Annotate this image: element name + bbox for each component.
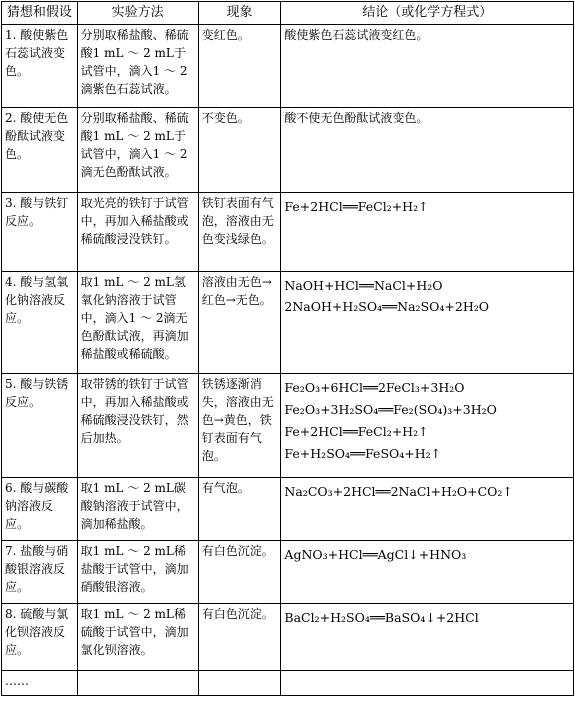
header-row [2,2,574,25]
phenomenon-cell: 不变色。 [198,108,281,193]
header-method: 实验方法 [77,2,198,25]
phenomenon-cell: 有气泡。 [198,478,281,541]
hypothesis-cell: 6. 酸与碳酸钠溶液反应。 [2,478,78,541]
conclusion-cell [281,108,574,193]
conclusion-line: BaCl₂+H₂SO₄══BaSO₄↓+2HCl [284,610,479,625]
method-cell: 取1 mL ～ 2 mL碳酸钠溶液于试管中，滴加稀盐酸。 [77,478,198,541]
phenomenon-cell: 铁钉表面有气泡，溶液由无色变浅绿色。 [198,193,281,272]
method-cell: 取带锈的铁钉于试管中，再加入稀盐酸或稀硫酸浸没铁钉，然后加热。 [77,374,198,478]
hypothesis-cell: 5. 酸与铁锈反应。 [2,374,78,478]
hypothesis-cell: 3. 酸与铁钉反应。 [2,193,78,272]
phenomenon-cell: 铁锈逐渐消失，溶液由无色→黄色，铁钉表面有气泡。 [198,374,281,478]
conclusion-line: Fe+2HCl══FeCl₂+H₂↑ [284,424,429,439]
header-phenomenon: 现象 [198,2,281,25]
table-row [2,374,574,478]
phenomenon-cell: 变红色。 [198,25,281,108]
phenomenon-cell [198,671,281,696]
conclusion-cell [281,374,574,478]
table-row [2,193,574,272]
conclusion-cell [281,25,574,108]
hypothesis-cell: 1. 酸使紫色石蕊试液变色。 [2,25,78,108]
conclusion-cell [281,478,574,541]
conclusion-line: Fe₂O₃+6HCl══2FeCl₃+3H₂O [284,380,465,395]
conclusion-line: AgNO₃+HCl══AgCl↓+HNO₃ [284,547,467,562]
conclusion-line: 2NaOH+H₂SO₄══Na₂SO₄+2H₂O [284,299,489,314]
table-row [2,272,574,374]
conclusion-line: Fe₂O₃+3H₂SO₄══Fe₂(SO₄)₃+3H₂O [284,402,497,417]
header-hypothesis: 猜想和假设 [2,2,78,25]
table-row [2,25,574,108]
hypothesis-cell: 7. 盐酸与硝酸银溶液反应。 [2,541,78,604]
method-cell: 取1 mL ～ 2 mL稀硫酸于试管中，滴加氯化钡溶液。 [77,604,198,671]
hypothesis-cell: 8. 硫酸与氯化钡溶液反应。 [2,604,78,671]
method-cell: 取1 mL ～ 2 mL稀盐酸于试管中，滴加硝酸银溶液。 [77,541,198,604]
table-row [2,108,574,193]
method-cell: 取光亮的铁钉于试管中，再加入稀盐酸或稀硫酸浸没铁钉。 [77,193,198,272]
header-conclusion: 结论（或化学方程式） [281,2,574,25]
phenomenon-cell: 有白色沉淀。 [198,541,281,604]
table-row [2,671,574,696]
table-row [2,541,574,604]
conclusion-cell [281,193,574,272]
conclusion-line: 酸使紫色石蕊试液变红色。 [284,28,429,42]
hypothesis-cell: 4. 酸与氢氧化钠溶液反应。 [2,272,78,374]
table-row [2,478,574,541]
conclusion-line: Fe+H₂SO₄══FeSO₄+H₂↑ [284,446,442,461]
conclusion-cell [281,541,574,604]
conclusion-cell [281,604,574,671]
method-cell [77,671,198,696]
phenomenon-cell: 有白色沉淀。 [198,604,281,671]
method-cell: 分别取稀盐酸、稀硫酸1 mL ～ 2 mL于试管中，滴入1 ～ 2滴紫色石蕊试液。 [77,25,198,108]
conclusion-line: NaOH+HCl══NaCl+H₂O [284,278,443,293]
hypothesis-cell: 2. 酸使无色酚酞试液变色。 [2,108,78,193]
conclusion-cell [281,671,574,696]
method-cell: 分别取稀盐酸、稀硫酸1 mL ～ 2 mL于试管中，滴入1 ～ 2滴无色酚酞试液。 [77,108,198,193]
conclusion-line: Fe+2HCl══FeCl₂+H₂↑ [284,199,429,214]
conclusion-line: Na₂CO₃+2HCl══2NaCl+H₂O+CO₂↑ [284,484,513,499]
method-cell: 取1 mL ～ 2 mL氢氧化钠溶液于试管中，滴入1 ～ 2滴无色酚酞试液，再滴加稀盐酸或稀硫酸。 [77,272,198,374]
table-row [2,604,574,671]
experiment-table [1,1,574,696]
conclusion-cell [281,272,574,374]
conclusion-line: 酸不使无色酚酞试液变色。 [284,111,429,125]
phenomenon-cell: 溶液由无色→红色→无色。 [198,272,281,374]
hypothesis-cell: …… [2,671,78,696]
